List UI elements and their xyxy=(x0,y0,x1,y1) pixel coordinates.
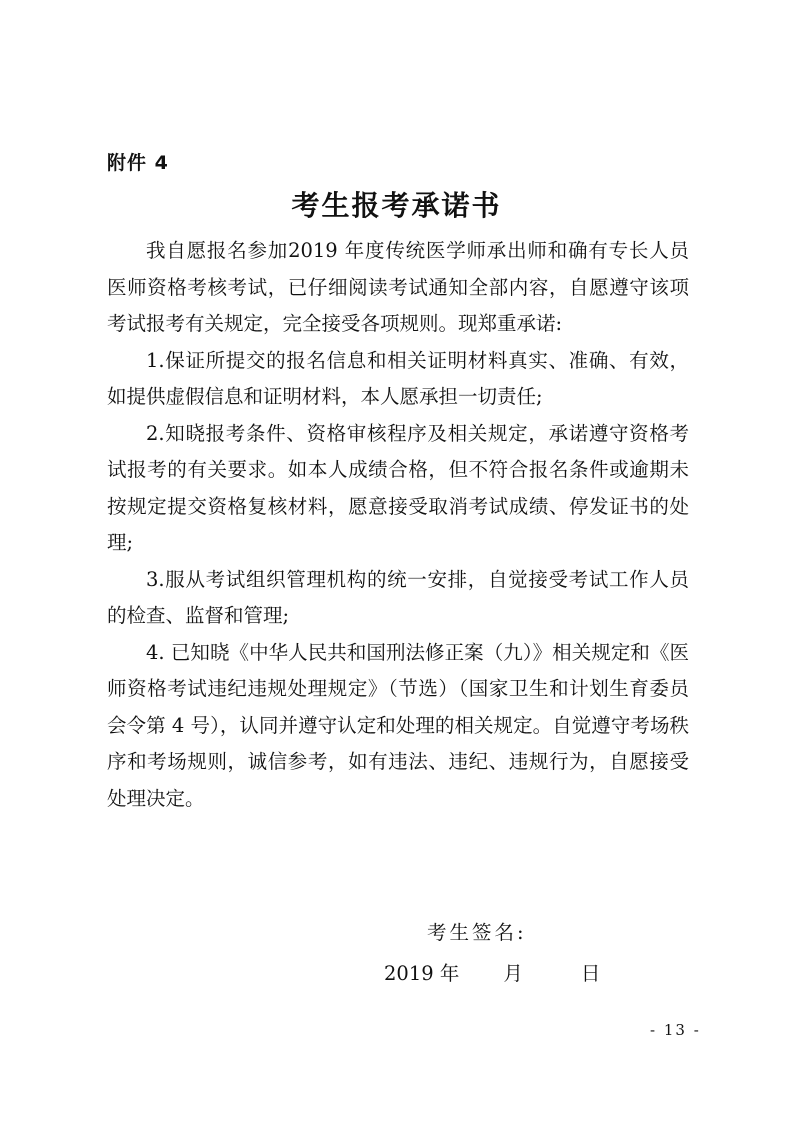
commitment-item-1: 1.保证所提交的报名信息和相关证明材料真实、准确、有效，如提供虚假信息和证明材料，本人愿承担一切责任; xyxy=(107,348,689,408)
date-year: 2019 年 xyxy=(384,962,460,985)
document-body xyxy=(107,233,689,817)
intro-paragraph: 我自愿报名参加2019 年度传统医学师承出师和确有专长人员医师资格考核考试，已仔细阅读考试通知全部内容，自愿遵守该项考试报考有关规定，完全接受各项规则。现郑重承诺: xyxy=(107,239,689,335)
signature-label: 考生签名: xyxy=(427,921,527,944)
commitment-item-4: 4. 已知晓《中华人民共和国刑法修正案（九）》相关规定和《医师资格考试违纪违规处理规定》（节选）（国家卫生和计划生育委员会令第 4 号），认同并遵守认定和处理的相关规定。自觉遵守考场秩序和考场规则，诚信参考，如有违法、违纪、违规行为，自愿接受处理决定。 xyxy=(107,640,689,810)
date-day: 日 xyxy=(580,962,601,985)
attachment-label: 附件 4 xyxy=(107,152,169,174)
date-line xyxy=(384,958,600,986)
page-number: - 13 - xyxy=(650,1021,701,1039)
commitment-item-2: 2.知晓报考条件、资格审核程序及相关规定，承诺遵守资格考试报考的有关要求。如本人成绩合格，但不符合报名条件或逾期未按规定提交资格复核材料，愿意接受取消考试成绩、停发证书的处理; xyxy=(107,421,689,554)
document-title: 考生报考承诺书 xyxy=(291,189,502,222)
date-month: 月 xyxy=(503,962,523,985)
commitment-item-3: 3.服从考试组织管理机构的统一安排，自觉接受考试工作人员的检查、监督和管理; xyxy=(107,567,689,627)
